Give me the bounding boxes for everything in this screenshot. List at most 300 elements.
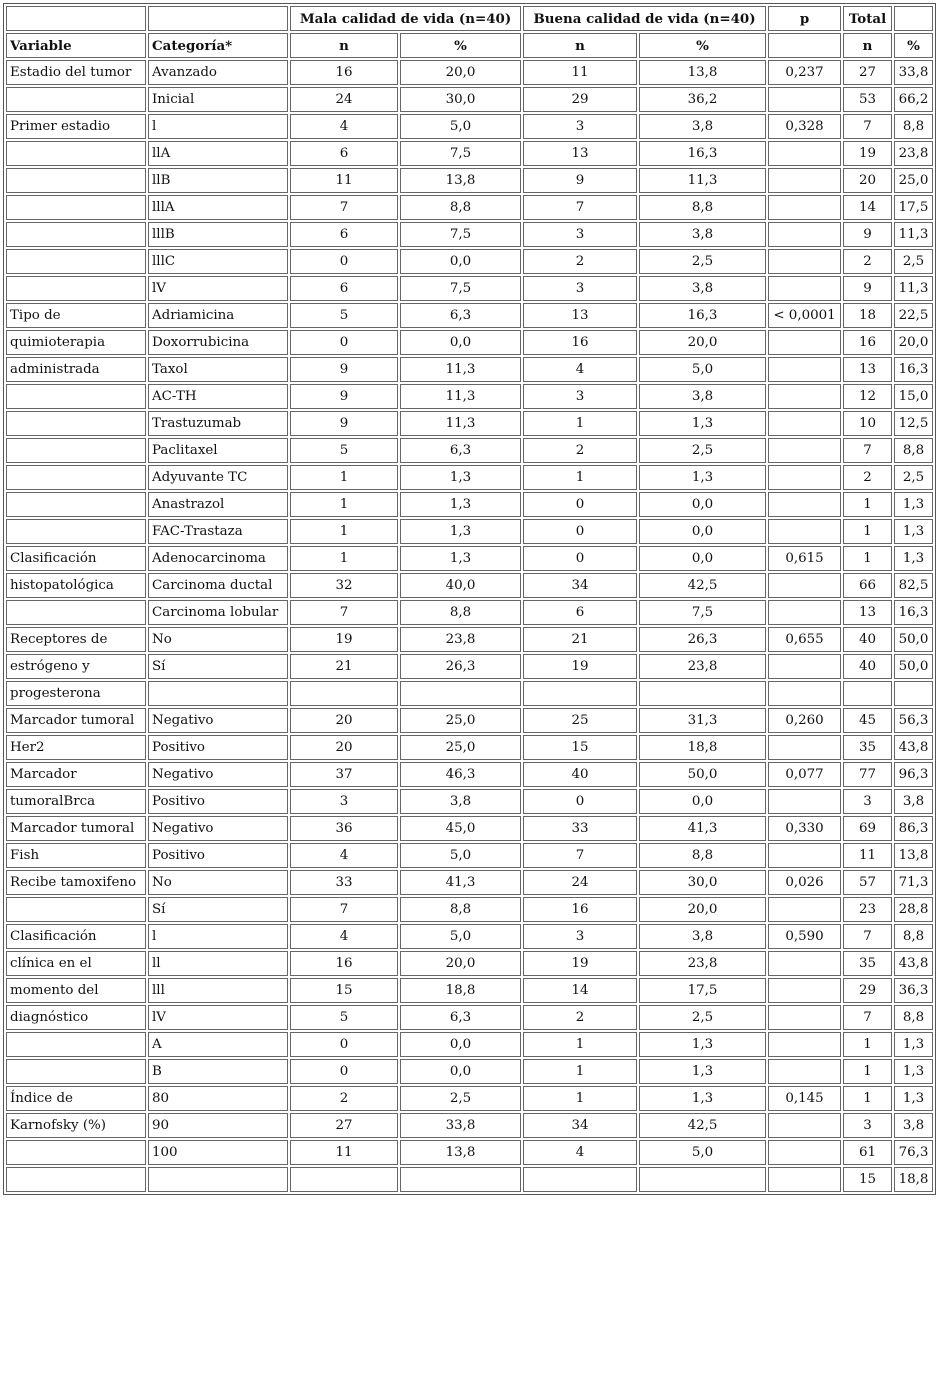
cell-mala-n: 2 <box>290 1086 398 1111</box>
cell-variable: Marcador <box>6 762 146 787</box>
cell-variable: progesterona <box>6 681 146 706</box>
cell-mala-pct: 30,0 <box>400 87 521 112</box>
cell-categoria: Anastrazol <box>148 492 288 517</box>
cell-categoria: No <box>148 870 288 895</box>
cell-mala-pct: 13,8 <box>400 1140 521 1165</box>
cell-buena-n: 1 <box>523 1059 637 1084</box>
cell-p <box>768 978 841 1003</box>
table-row <box>6 627 933 652</box>
cell-variable <box>6 276 146 301</box>
cell-buena-pct: 50,0 <box>639 762 766 787</box>
table-row <box>6 114 933 139</box>
cell-mala-pct: 1,3 <box>400 492 521 517</box>
cell-mala-n: 1 <box>290 519 398 544</box>
cell-mala-n: 16 <box>290 60 398 85</box>
cell-buena-n <box>523 681 637 706</box>
table-row <box>6 330 933 355</box>
cell-variable <box>6 519 146 544</box>
cell-total-n: 53 <box>843 87 892 112</box>
cell-p <box>768 276 841 301</box>
cell-mala-pct: 33,8 <box>400 1113 521 1138</box>
cell-buena-pct: 0,0 <box>639 519 766 544</box>
cell-total-pct: 16,3 <box>894 600 933 625</box>
cell-buena-pct: 26,3 <box>639 627 766 652</box>
cell-buena-n: 33 <box>523 816 637 841</box>
cell-total-n: 3 <box>843 789 892 814</box>
cell-p: 0,330 <box>768 816 841 841</box>
cell-mala-pct <box>400 681 521 706</box>
table-row <box>6 87 933 112</box>
cell-buena-n: 13 <box>523 303 637 328</box>
cell-categoria: Avanzado <box>148 60 288 85</box>
cell-total-pct: 25,0 <box>894 168 933 193</box>
cell-buena-n: 7 <box>523 843 637 868</box>
cell-total-n: 9 <box>843 276 892 301</box>
cell-total-n: 1 <box>843 1059 892 1084</box>
cell-p <box>768 330 841 355</box>
cell-mala-pct: 0,0 <box>400 249 521 274</box>
cell-p <box>768 1140 841 1165</box>
cell-total-n: 66 <box>843 573 892 598</box>
cell-buena-pct: 8,8 <box>639 195 766 220</box>
cell-mala-n: 7 <box>290 897 398 922</box>
cell-categoria: A <box>148 1032 288 1057</box>
cell-variable: histopatológica <box>6 573 146 598</box>
cell-total-n: 10 <box>843 411 892 436</box>
cell-mala-pct: 0,0 <box>400 1059 521 1084</box>
cell-total-pct <box>894 681 933 706</box>
cell-mala-n: 4 <box>290 114 398 139</box>
table-row <box>6 843 933 868</box>
cell-buena-pct: 42,5 <box>639 1113 766 1138</box>
cell-mala-pct: 1,3 <box>400 465 521 490</box>
cell-variable: Recibe tamoxifeno <box>6 870 146 895</box>
cell-categoria: lllA <box>148 195 288 220</box>
cell-total-n: 3 <box>843 1113 892 1138</box>
cell-buena-n: 0 <box>523 492 637 517</box>
cell-variable: tumoralBrca <box>6 789 146 814</box>
table-row <box>6 357 933 382</box>
cell-variable <box>6 897 146 922</box>
cell-total-n: 7 <box>843 924 892 949</box>
cell-variable: Clasificación <box>6 924 146 949</box>
cell-buena-pct: 3,8 <box>639 924 766 949</box>
cell-buena-pct: 31,3 <box>639 708 766 733</box>
cell-categoria: Doxorrubicina <box>148 330 288 355</box>
cell-total-pct: 1,3 <box>894 519 933 544</box>
cell-buena-pct: 20,0 <box>639 897 766 922</box>
table-row <box>6 1059 933 1084</box>
cell-p: 0,145 <box>768 1086 841 1111</box>
cell-buena-pct: 1,3 <box>639 1059 766 1084</box>
cell-p: < 0,0001 <box>768 303 841 328</box>
cell-categoria: Carcinoma ductal <box>148 573 288 598</box>
cell-total-pct: 76,3 <box>894 1140 933 1165</box>
header-buena-n: n <box>523 33 637 58</box>
cell-variable: diagnóstico <box>6 1005 146 1030</box>
cell-categoria: lll <box>148 978 288 1003</box>
cell-categoria: FAC-Trastaza <box>148 519 288 544</box>
cell-categoria: Sí <box>148 897 288 922</box>
cell-total-n <box>843 681 892 706</box>
cell-p: 0,328 <box>768 114 841 139</box>
cell-categoria: l <box>148 924 288 949</box>
header-buena-calidad: Buena calidad de vida (n=40) <box>523 6 766 31</box>
cell-total-pct: 56,3 <box>894 708 933 733</box>
cell-mala-pct: 8,8 <box>400 600 521 625</box>
cell-buena-n: 3 <box>523 222 637 247</box>
cell-mala-n: 27 <box>290 1113 398 1138</box>
cell-total-n: 15 <box>843 1167 892 1192</box>
table-row <box>6 276 933 301</box>
header-mala-pct: % <box>400 33 521 58</box>
cell-total-n: 18 <box>843 303 892 328</box>
cell-p <box>768 843 841 868</box>
cell-total-pct: 36,3 <box>894 978 933 1003</box>
cell-buena-n: 13 <box>523 141 637 166</box>
cell-p <box>768 897 841 922</box>
cell-buena-pct <box>639 1167 766 1192</box>
cell-categoria: ll <box>148 951 288 976</box>
cell-categoria: AC-TH <box>148 384 288 409</box>
cell-categoria: Carcinoma lobular <box>148 600 288 625</box>
header-cell-empty <box>894 6 933 31</box>
cell-variable <box>6 168 146 193</box>
cell-mala-n: 3 <box>290 789 398 814</box>
cell-categoria: Adenocarcinoma <box>148 546 288 571</box>
cell-mala-n: 33 <box>290 870 398 895</box>
table-row <box>6 249 933 274</box>
cell-variable: estrógeno y <box>6 654 146 679</box>
cell-total-pct: 33,8 <box>894 60 933 85</box>
table-row <box>6 978 933 1003</box>
cell-p <box>768 951 841 976</box>
cell-p <box>768 735 841 760</box>
cell-variable: Karnofsky (%) <box>6 1113 146 1138</box>
cell-p <box>768 1005 841 1030</box>
cell-buena-n: 19 <box>523 654 637 679</box>
cell-p <box>768 1032 841 1057</box>
cell-mala-n <box>290 681 398 706</box>
cell-buena-pct: 2,5 <box>639 1005 766 1030</box>
cell-total-pct: 12,5 <box>894 411 933 436</box>
cell-variable <box>6 411 146 436</box>
data-table-frame <box>3 3 936 1195</box>
cell-buena-n: 9 <box>523 168 637 193</box>
table-row <box>6 924 933 949</box>
cell-variable <box>6 249 146 274</box>
table-row <box>6 816 933 841</box>
cell-buena-n: 2 <box>523 1005 637 1030</box>
cell-total-pct: 15,0 <box>894 384 933 409</box>
header-buena-pct: % <box>639 33 766 58</box>
table-row <box>6 789 933 814</box>
cell-buena-n: 0 <box>523 519 637 544</box>
table-row <box>6 1113 933 1138</box>
cell-buena-pct: 30,0 <box>639 870 766 895</box>
cell-mala-pct: 41,3 <box>400 870 521 895</box>
header-cell-empty <box>6 6 146 31</box>
cell-categoria <box>148 1167 288 1192</box>
cell-p <box>768 1113 841 1138</box>
cell-total-n: 61 <box>843 1140 892 1165</box>
cell-total-pct: 23,8 <box>894 141 933 166</box>
cell-categoria: Adriamicina <box>148 303 288 328</box>
header-p-empty <box>768 33 841 58</box>
cell-total-pct: 11,3 <box>894 276 933 301</box>
cell-variable <box>6 492 146 517</box>
cell-p: 0,077 <box>768 762 841 787</box>
cell-p <box>768 573 841 598</box>
cell-p: 0,655 <box>768 627 841 652</box>
cell-categoria: Negativo <box>148 708 288 733</box>
cell-total-n: 19 <box>843 141 892 166</box>
cell-variable: Estadio del tumor <box>6 60 146 85</box>
cell-total-pct: 3,8 <box>894 1113 933 1138</box>
cell-mala-n: 0 <box>290 249 398 274</box>
cell-total-pct: 71,3 <box>894 870 933 895</box>
cell-buena-pct: 3,8 <box>639 114 766 139</box>
cell-mala-n: 16 <box>290 951 398 976</box>
cell-buena-n: 3 <box>523 114 637 139</box>
table-row <box>6 492 933 517</box>
cell-total-pct: 50,0 <box>894 654 933 679</box>
table-row <box>6 897 933 922</box>
table-row <box>6 303 933 328</box>
cell-total-n: 7 <box>843 114 892 139</box>
cell-mala-n: 6 <box>290 222 398 247</box>
cell-buena-n: 0 <box>523 789 637 814</box>
cell-buena-n: 1 <box>523 1086 637 1111</box>
cell-mala-n: 24 <box>290 87 398 112</box>
table-row <box>6 546 933 571</box>
table-row <box>6 141 933 166</box>
header-total: Total <box>843 6 892 31</box>
cell-mala-n: 1 <box>290 492 398 517</box>
cell-buena-pct: 1,3 <box>639 411 766 436</box>
cell-variable: quimioterapia <box>6 330 146 355</box>
cell-mala-n: 9 <box>290 384 398 409</box>
cell-mala-pct: 23,8 <box>400 627 521 652</box>
cell-buena-n: 11 <box>523 60 637 85</box>
cell-variable <box>6 222 146 247</box>
cell-buena-pct: 18,8 <box>639 735 766 760</box>
cell-buena-pct: 3,8 <box>639 276 766 301</box>
cell-mala-pct: 5,0 <box>400 924 521 949</box>
cell-buena-pct: 2,5 <box>639 249 766 274</box>
cell-buena-n: 3 <box>523 384 637 409</box>
table-row <box>6 600 933 625</box>
table-row <box>6 1167 933 1192</box>
cell-buena-n: 14 <box>523 978 637 1003</box>
cell-total-pct: 43,8 <box>894 951 933 976</box>
cell-buena-n: 0 <box>523 546 637 571</box>
table-row <box>6 222 933 247</box>
cell-total-pct: 20,0 <box>894 330 933 355</box>
cell-categoria: Positivo <box>148 789 288 814</box>
cell-p <box>768 87 841 112</box>
cell-mala-n: 36 <box>290 816 398 841</box>
cell-buena-n: 7 <box>523 195 637 220</box>
cell-variable <box>6 141 146 166</box>
cell-p <box>768 1059 841 1084</box>
cell-categoria: lV <box>148 276 288 301</box>
cell-buena-n: 25 <box>523 708 637 733</box>
cell-buena-pct: 23,8 <box>639 654 766 679</box>
cell-mala-pct: 18,8 <box>400 978 521 1003</box>
table-row <box>6 411 933 436</box>
cell-total-n: 77 <box>843 762 892 787</box>
cell-total-n: 13 <box>843 600 892 625</box>
cell-mala-n: 9 <box>290 411 398 436</box>
quality-of-life-table <box>4 4 935 1194</box>
cell-total-pct: 22,5 <box>894 303 933 328</box>
cell-p: 0,615 <box>768 546 841 571</box>
cell-variable <box>6 438 146 463</box>
cell-variable: Índice de <box>6 1086 146 1111</box>
table-row <box>6 681 933 706</box>
cell-mala-pct: 20,0 <box>400 60 521 85</box>
cell-categoria: llB <box>148 168 288 193</box>
cell-mala-pct: 40,0 <box>400 573 521 598</box>
cell-categoria: lllB <box>148 222 288 247</box>
cell-total-pct: 2,5 <box>894 465 933 490</box>
cell-buena-pct: 16,3 <box>639 303 766 328</box>
cell-total-n: 13 <box>843 357 892 382</box>
cell-total-n: 7 <box>843 1005 892 1030</box>
cell-mala-pct: 6,3 <box>400 438 521 463</box>
cell-buena-n: 2 <box>523 249 637 274</box>
cell-total-n: 9 <box>843 222 892 247</box>
cell-total-n: 1 <box>843 546 892 571</box>
cell-buena-pct: 41,3 <box>639 816 766 841</box>
cell-mala-n: 7 <box>290 195 398 220</box>
cell-buena-pct: 7,5 <box>639 600 766 625</box>
header-mala-n: n <box>290 33 398 58</box>
cell-p: 0,590 <box>768 924 841 949</box>
header-categoria: Categoría* <box>148 33 288 58</box>
cell-mala-pct: 1,3 <box>400 546 521 571</box>
table-row <box>6 168 933 193</box>
cell-mala-pct: 7,5 <box>400 276 521 301</box>
cell-mala-pct: 5,0 <box>400 843 521 868</box>
cell-buena-pct: 36,2 <box>639 87 766 112</box>
cell-p <box>768 168 841 193</box>
header-cell-empty <box>148 6 288 31</box>
cell-p <box>768 600 841 625</box>
table-row <box>6 1140 933 1165</box>
table-row <box>6 1005 933 1030</box>
cell-total-pct: 66,2 <box>894 87 933 112</box>
cell-mala-pct: 2,5 <box>400 1086 521 1111</box>
cell-p <box>768 465 841 490</box>
cell-total-pct: 50,0 <box>894 627 933 652</box>
header-variable: Variable <box>6 33 146 58</box>
cell-total-n: 2 <box>843 465 892 490</box>
cell-mala-n: 15 <box>290 978 398 1003</box>
cell-p <box>768 681 841 706</box>
cell-total-n: 35 <box>843 951 892 976</box>
table-row <box>6 1086 933 1111</box>
cell-buena-n: 16 <box>523 330 637 355</box>
cell-total-n: 1 <box>843 1032 892 1057</box>
cell-categoria: No <box>148 627 288 652</box>
cell-total-n: 12 <box>843 384 892 409</box>
cell-total-pct: 8,8 <box>894 438 933 463</box>
cell-categoria: Negativo <box>148 762 288 787</box>
cell-buena-n: 6 <box>523 600 637 625</box>
cell-buena-pct: 16,3 <box>639 141 766 166</box>
cell-variable: Clasificación <box>6 546 146 571</box>
cell-buena-n: 15 <box>523 735 637 760</box>
cell-mala-pct: 0,0 <box>400 1032 521 1057</box>
cell-variable: momento del <box>6 978 146 1003</box>
cell-total-pct: 28,8 <box>894 897 933 922</box>
cell-buena-pct: 8,8 <box>639 843 766 868</box>
cell-total-pct: 1,3 <box>894 1032 933 1057</box>
cell-categoria: Adyuvante TC <box>148 465 288 490</box>
cell-categoria: Positivo <box>148 843 288 868</box>
cell-p <box>768 249 841 274</box>
cell-buena-n: 4 <box>523 357 637 382</box>
cell-categoria: Sí <box>148 654 288 679</box>
cell-total-pct: 96,3 <box>894 762 933 787</box>
table-row <box>6 870 933 895</box>
cell-mala-n: 0 <box>290 1032 398 1057</box>
cell-buena-pct: 5,0 <box>639 1140 766 1165</box>
cell-p: 0,026 <box>768 870 841 895</box>
cell-mala-n: 37 <box>290 762 398 787</box>
cell-buena-pct: 5,0 <box>639 357 766 382</box>
cell-buena-pct <box>639 681 766 706</box>
table-row <box>6 438 933 463</box>
cell-p <box>768 141 841 166</box>
cell-buena-n: 4 <box>523 1140 637 1165</box>
cell-total-n: 29 <box>843 978 892 1003</box>
table-row <box>6 195 933 220</box>
cell-categoria: l <box>148 114 288 139</box>
cell-mala-n: 32 <box>290 573 398 598</box>
cell-categoria: Negativo <box>148 816 288 841</box>
cell-mala-pct: 7,5 <box>400 222 521 247</box>
cell-buena-n: 1 <box>523 465 637 490</box>
cell-categoria: lV <box>148 1005 288 1030</box>
cell-total-pct: 1,3 <box>894 492 933 517</box>
cell-total-n: 27 <box>843 60 892 85</box>
cell-variable <box>6 1167 146 1192</box>
cell-total-pct: 43,8 <box>894 735 933 760</box>
cell-variable: Marcador tumoral <box>6 708 146 733</box>
cell-total-n: 16 <box>843 330 892 355</box>
cell-total-pct: 1,3 <box>894 1086 933 1111</box>
cell-total-pct: 1,3 <box>894 1059 933 1084</box>
cell-total-n: 1 <box>843 519 892 544</box>
table-row <box>6 519 933 544</box>
cell-p: 0,260 <box>768 708 841 733</box>
cell-mala-pct: 6,3 <box>400 303 521 328</box>
cell-buena-n: 16 <box>523 897 637 922</box>
cell-variable <box>6 1032 146 1057</box>
table-row <box>6 762 933 787</box>
cell-mala-pct: 8,8 <box>400 897 521 922</box>
table-row <box>6 951 933 976</box>
cell-buena-n: 24 <box>523 870 637 895</box>
cell-mala-n: 20 <box>290 708 398 733</box>
table-row <box>6 708 933 733</box>
cell-total-n: 1 <box>843 492 892 517</box>
cell-total-n: 14 <box>843 195 892 220</box>
cell-buena-pct: 0,0 <box>639 546 766 571</box>
